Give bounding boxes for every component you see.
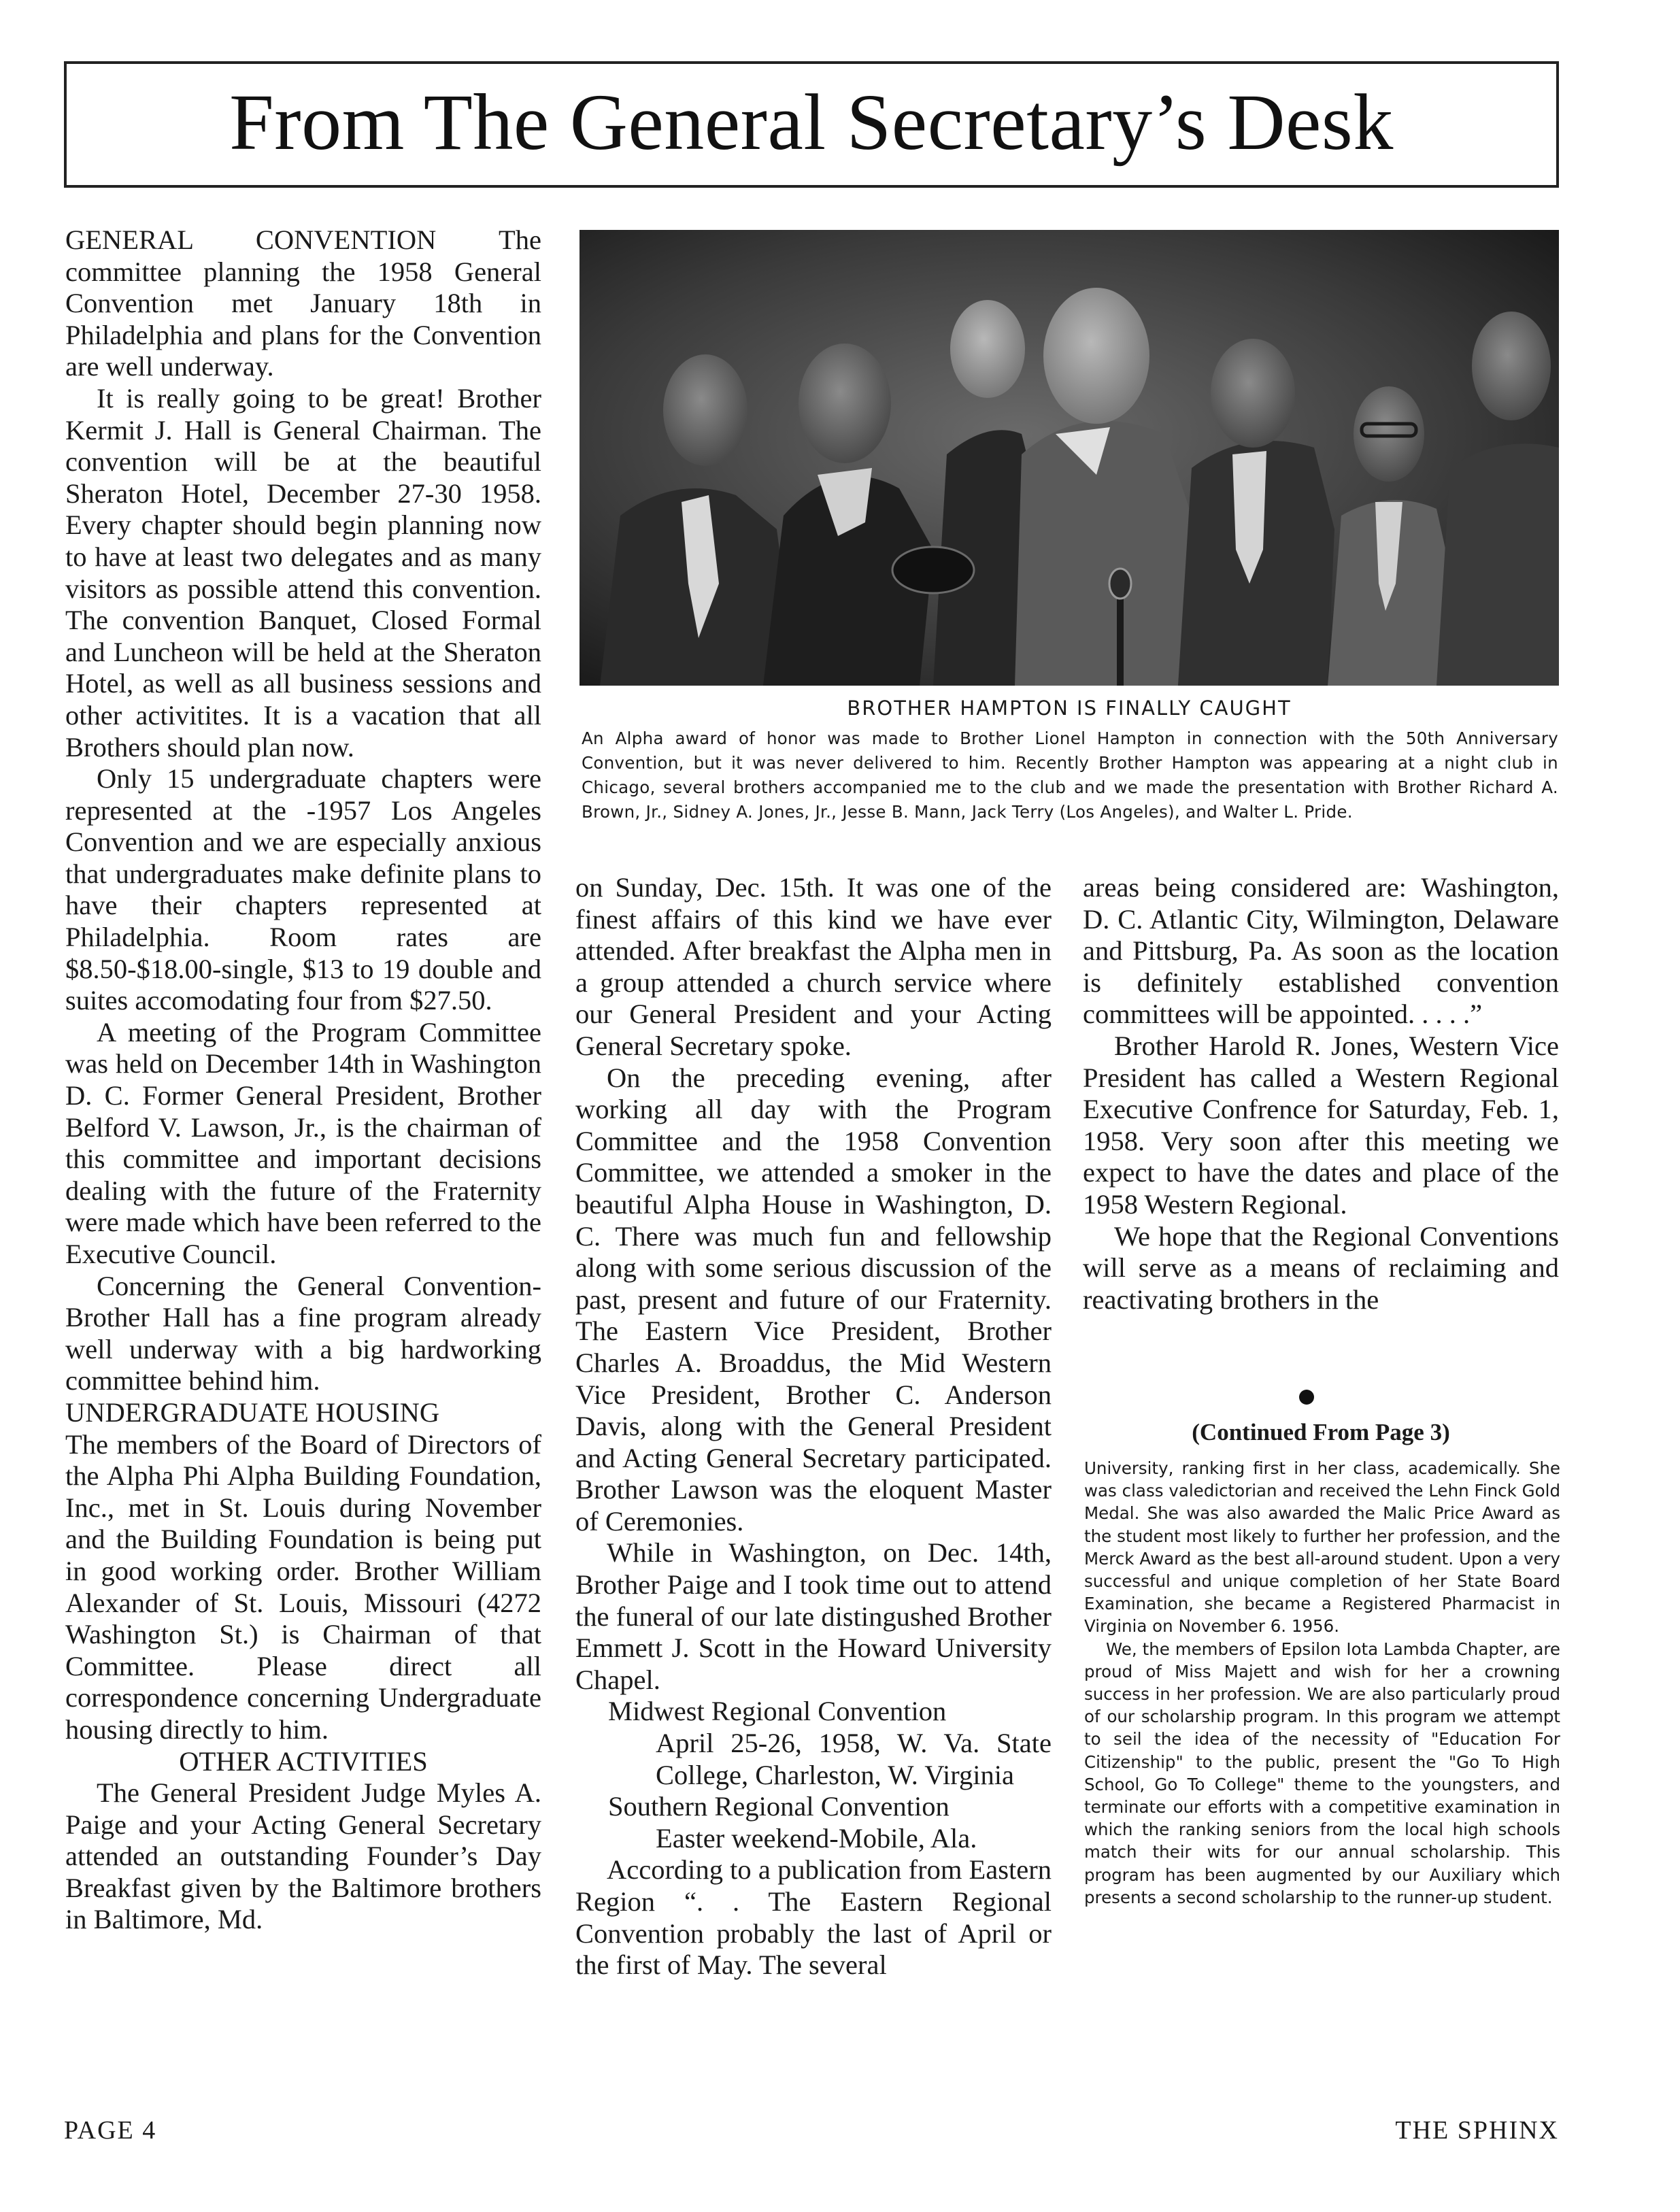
section-heading: UNDERGRADUATE HOUSING: [65, 1396, 440, 1428]
paragraph: We hope that the Regional Conventions will serve as a means of reclaiming and reactivating brothers in the: [1083, 1220, 1559, 1315]
section-heading: OTHER ACTIVITIES: [179, 1745, 428, 1777]
paragraph: GENERAL CONVENTION The committee planning the 1958 General Convention met January 18th in Philadelphia and plans for the Convention are well underway.: [65, 224, 541, 382]
paragraph: A meeting of the Program Committee was held on December 14th in Washington D. C. Former General President, Brother Belford V. Lawson, Jr., is the chairman of this committee and important decisions dealing with the future of the Fraternity were made which have been referred to the Executive Council.: [65, 1016, 541, 1269]
list-item: Southern Regional Convention: [608, 1791, 950, 1822]
paragraph: We, the members of Epsilon Iota Lambda Chapter, are proud of Miss Majett and wish for her a crowning success in her profession. We are also particularly proud of our scholarship program. In this program we attempt to seil the idea of the necessity of "Education For Citizenship" to the public, present the "Go To High School, Go To College" theme to the youngsters, and terminate our efforts with a competitive examination in which the ranking seniors from the local high schools match their wits for our annual scholarship. This program has been augmented by our Auxiliary which presents a second scholarship to the runner-up student.: [1084, 1639, 1560, 1907]
continued-article: [1084, 1457, 1560, 1909]
award-object: [892, 547, 974, 593]
paragraph: While in Washington, on Dec. 14th, Brother Paige and I took time out to attend the funeral of our late distingushed Brother Emmett J. Scott in the Howard University Chapel.: [575, 1537, 1052, 1695]
list-item: Midwest Regional Convention: [608, 1696, 947, 1727]
page-title: From The General Secretary’s Desk: [229, 78, 1394, 167]
continued-heading: (Continued From Page 3): [1192, 1419, 1450, 1445]
photo-caption-title: BROTHER HAMPTON IS FINALLY CAUGHT: [847, 697, 1292, 720]
photo-caption: An Alpha award of honor was made to Brother Lionel Hampton in connection with the 50th Anniversary Convention, but it was never delivered to him. Recently Brother Hampton was appearing at a night club in Chicago, several brothers accompanied me to the club and we made the presentation with Brother Richard A. Brown, Jr., Sidney A. Jones, Jr., Jesse B. Mann, Jack Terry (Los Angeles), and Walter L. Pride.: [582, 728, 1558, 822]
column-2: [575, 872, 1052, 1981]
paragraph: According to a publication from Eastern Region “. . The Eastern Regional Convention probably the last of April or the first of May. The several: [575, 1854, 1052, 1981]
section-bullet: [1299, 1390, 1314, 1405]
column-1: [65, 224, 541, 1936]
column-3: [1083, 872, 1559, 1316]
paragraph: The General President Judge Myles A. Paige and your Acting General Secretary attended an outstanding Founder’s Day Breakfast given by the Baltimore brothers in Baltimore, Md.: [65, 1777, 541, 1935]
magazine-name: THE SPHINX: [1395, 2116, 1559, 2145]
paragraph: Concerning the General Convention-Brother Hall has a fine program already well underway with a big hardworking committee behind him.: [65, 1270, 541, 1396]
page-number: PAGE 4: [64, 2116, 157, 2145]
list-item: April 25-26, 1958, W. Va. State College, Charleston, W. Virginia: [656, 1728, 1052, 1790]
paragraph: Brother Harold R. Jones, Western Vice President has called a Western Regional Executive Confrence for Saturday, Feb. 1, 1958. Very soon after this meeting we expect to have the dates and place of the 1958 Western Regional.: [1083, 1030, 1559, 1220]
paragraph: The members of the Board of Directors of the Alpha Phi Alpha Building Foundation, Inc., met in St. Louis during November and the Building Foundation is being put in good working order. Brother William Alexander of St. Louis, Missouri (4272 Washington St.) is Chairman of that Committee. Please direct all correspondence concerning Undergraduate housing directly to him.: [65, 1428, 541, 1745]
paragraph: Only 15 undergraduate chapters were represented at the -1957 Los Angeles Convention and we are especially anxious that undergraduates make definite plans to have their chapters represented at Philadelphia. Room rates are $8.50-$18.00-single, $13 to 19 double and suites accomodating four from $27.50.: [65, 763, 541, 1016]
list-item: Easter weekend-Mobile, Ala.: [656, 1822, 977, 1854]
masthead-box: [64, 61, 1559, 188]
paragraph: University, ranking first in her class, academically. She was class valedictorian and received the Lehn Finck Gold Medal. She was also awarded the Malic Price Award as the student most likely to further her profession, and the Merck Award as the best all-around student. Upon a very successful and unique completion of her State Board Examination, she became a Registered Pharmacist in Virginia on November 6. 1956.: [1084, 1458, 1560, 1637]
group-photo: [579, 230, 1559, 686]
paragraph: It is really going to be great! Brother Kermit J. Hall is General Chairman. The convention will be at the beautiful Sheraton Hotel, December 27-30 1958. Every chapter should begin planning now to have at least two delegates and as many visitors as possible attend this convention. The convention Banquet, Closed Formal and Luncheon will be held at the Sheraton Hotel, as well as all business sessions and other activitites. It is a vacation that all Brothers should plan now.: [65, 382, 541, 763]
paragraph: on Sunday, Dec. 15th. It was one of the finest affairs of this kind we have ever attended. After breakfast the Alpha men in a group attended a church service where our General President and your Acting General Secretary spoke.: [575, 872, 1052, 1061]
paragraph: areas being considered are: Washington, D. C. Atlantic City, Wilmington, Delaware and Pittsburg, Pa. As soon as the location is definitely established convention committees will be appointed. . . . .”: [1083, 872, 1559, 1030]
paragraph: On the preceding evening, after working all day with the Program Committee and the 1958 Convention Committee, we attended a smoker in the beautiful Alpha House in Washington, D. C. There was much fun and fellowship along with some serious discussion of the past, present and future of our Fraternity. The Eastern Vice President, Brother Charles A. Broaddus, the Mid Western Vice President, Brother C. Anderson Davis, along with the General President and Acting General Secretary participated. Brother Lawson was the eloquent Master of Ceremonies.: [575, 1062, 1052, 1537]
